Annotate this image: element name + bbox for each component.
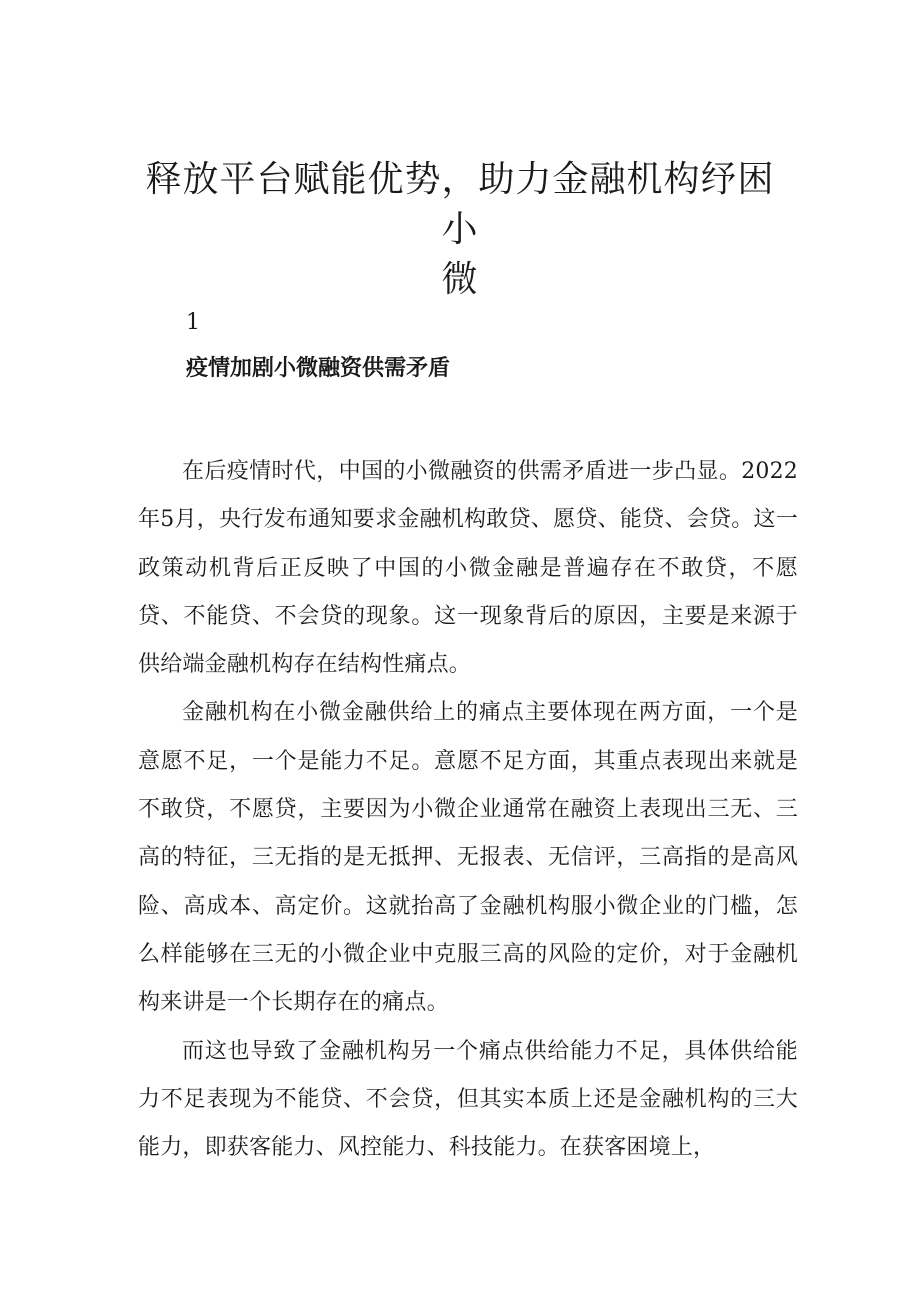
title-line-2: 微: [441, 259, 479, 300]
title-line-1: 释放平台赋能优势，助力金融机构纾困小: [145, 159, 775, 250]
paragraph: 在后疫情时代，中国的小微融资的供需矛盾进一步凸显。2022年5月，央行发布通知要求金融机构敢贷、愿贷、能贷、会贷。这一政策动机背后正反映了中国的小微金融是普遍存在不敢贷，不愿贷、不能贷、不会贷的现象。这一现象背后的原因，主要是来源于供给端金融机构存在结构性痛点。: [138, 459, 798, 678]
paragraph: 而这也导致了金融机构另一个痛点供给能力不足，具体供给能力不足表现为不能贷、不会贷，但其实本质上还是金融机构的三大能力，即获客能力、风控能力、科技能力。在获客困境上，: [138, 1038, 798, 1161]
section-heading: 疫情加剧小微融资供需矛盾: [186, 355, 451, 381]
body-text: [138, 448, 798, 1172]
document-title: [140, 155, 780, 305]
paragraph: 金融机构在小微金融供给上的痛点主要体现在两方面，一个是意愿不足，一个是能力不足。意愿不足方面，其重点表现出来就是不敢贷，不愿贷，主要因为小微企业通常在融资上表现出三无、三高的特征，三无指的是无抵押、无报表、无信评，三高指的是高风险、高成本、高定价。这就抬高了金融机构服小微企业的门槛，怎么样能够在三无的小微企业中克服三高的风险的定价，对于金融机构来讲是一个长期存在的痛点。: [138, 700, 798, 1016]
section-number: 1: [186, 310, 200, 335]
